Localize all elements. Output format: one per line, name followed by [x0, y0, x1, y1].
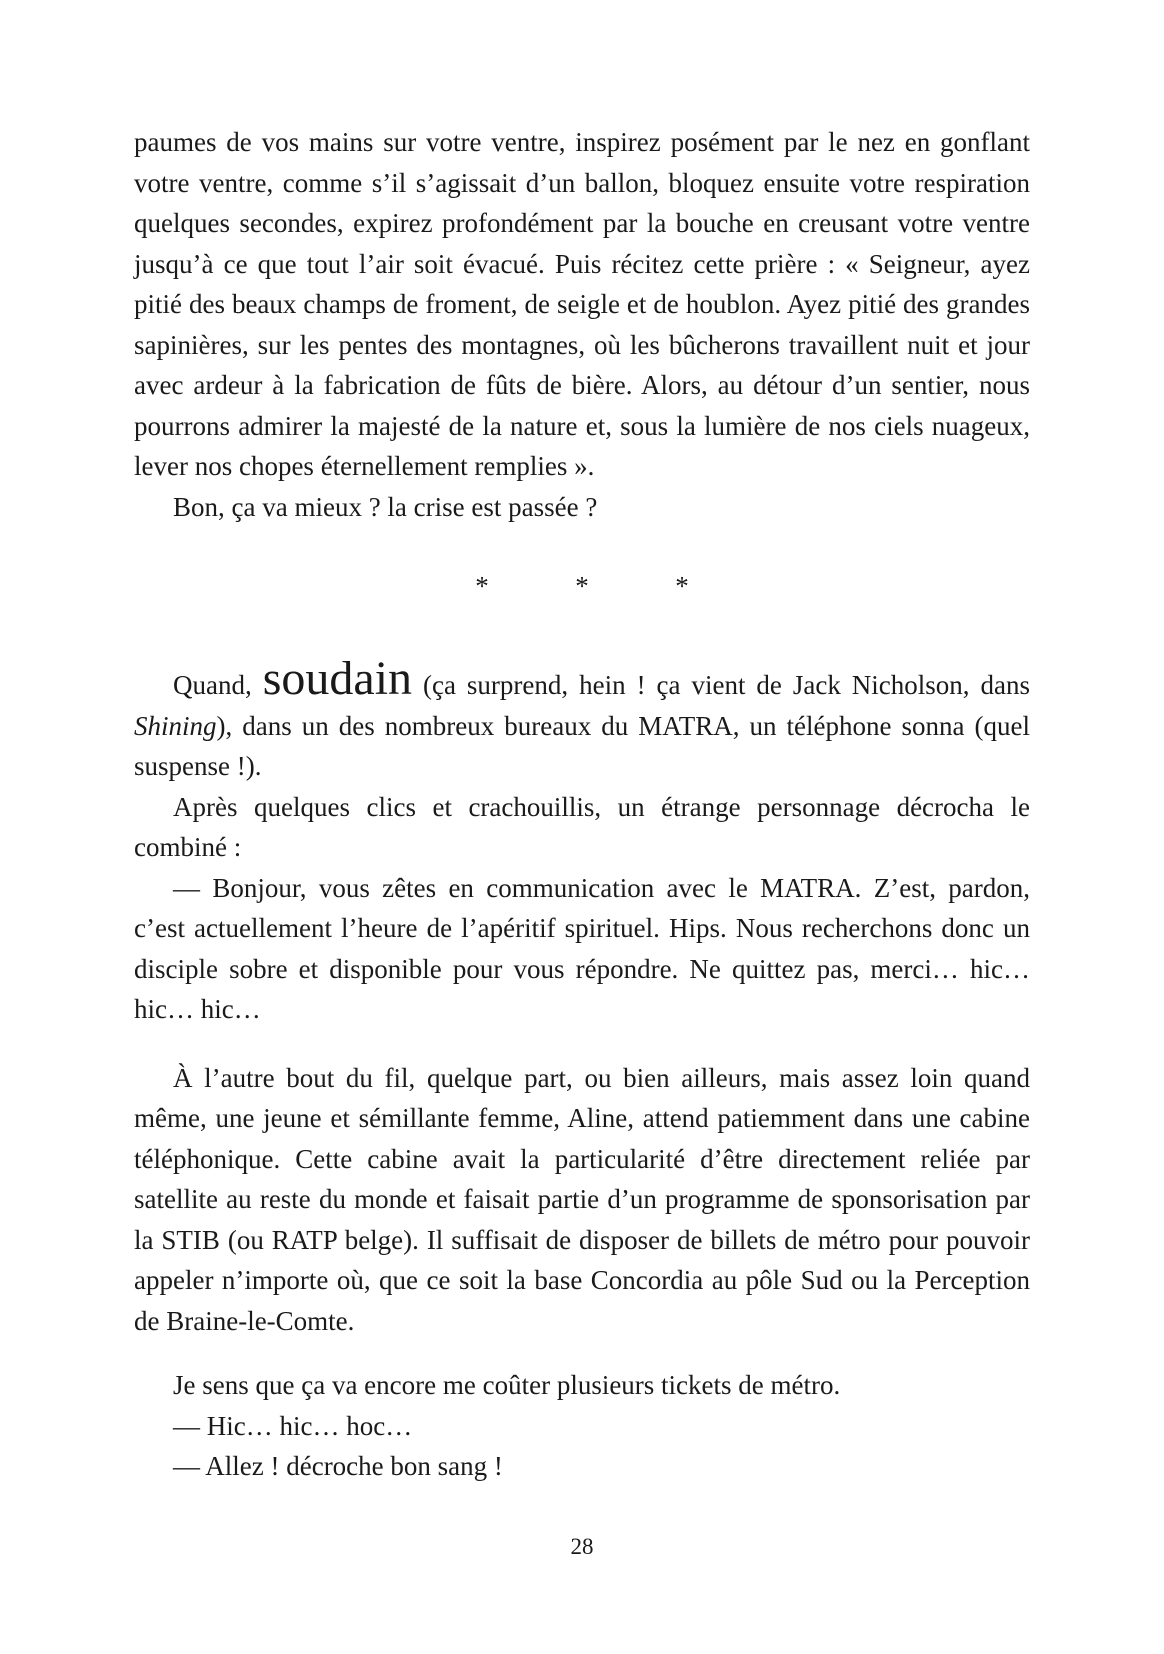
text-parenthetical: (ça surprend, hein ! ça vient de Jack Nicholson, dans [412, 670, 1030, 700]
page-number: 28 [570, 1534, 594, 1559]
film-title-italic: Shining [134, 710, 217, 741]
dialogue-pick-up: — Allez ! décroche bon sang ! [173, 1451, 503, 1481]
section-separator [134, 566, 1030, 606]
separator-star: * [675, 571, 689, 601]
text-office-phone: ), dans un des nombreux bureaux du MATRA, un téléphone sonna (quel suspense !). [134, 710, 1030, 781]
paragraph-phone-rang [134, 652, 1030, 787]
dialogue-hic-hoc: — Hic… hic… hoc… [173, 1410, 413, 1441]
page-body [134, 122, 1030, 1487]
paragraph-picked-up: Après quelques clics et crachouillis, un étrange personnage décrocha le combiné : [134, 791, 1030, 862]
dialogue-matra-greeting: — Bonjour, vous zêtes en communication avec le MATRA. Z’est, pardon, c’est actuellement l’heure de l’apéritif spirituel. Hips. Nous recherchons donc un disciple sobre et disponible pour vous répondre. Ne quittez pas, merci… hic… hic… hic… [134, 872, 1030, 1024]
paragraph-aline-phone-booth: À l’autre bout du fil, quelque part, ou bien ailleurs, mais assez loin quand même, une jeune et sémillante femme, Aline, attend patiemment dans une cabine téléphonique. Cette cabine avait la particularité d’être directement reliée par satellite au reste du monde et faisait partie d’un programme de sponsorisation par la STIB (ou RATP belge). Il suffisait de disposer de billets de métro pour pouvoir appeler n’importe où, que ce soit la base Concordia au pôle Sud ou la Perception de Braine-le-Comte. [134, 1062, 1030, 1336]
text-quand: Quand, [173, 670, 263, 700]
separator-star: * [575, 571, 589, 601]
paragraph-breathing-prayer: paumes de vos mains sur votre ventre, inspirez posément par le nez en gonflant votre ventre, comme s’il s’agissait d’un ballon, bloquez ensuite votre respiration quelques secondes, expirez profondément par la bouche en creusant votre ventre jusqu’à ce que tout l’air soit évacué. Puis récitez cette prière : « Seigneur, ayez pitié des beaux champs de froment, de seigle et de houblon. Ayez pitié des grandes sapinières, sur les pentes des montagnes, où les bûcherons travaillent nuit et jour avec ardeur à la fabrication de fûts de bière. Alors, au détour d’un sentier, nous pourrons admirer la majesté de la nature et, sous la lumière de nos ciels nuageux, lever nos chopes éternellement remplies ». [134, 127, 1030, 481]
paragraph-metro-tickets: Je sens que ça va encore me coûter plusieurs tickets de métro. [173, 1370, 841, 1400]
large-word-soudain: soudain [262, 652, 413, 705]
paragraph-crisis-passed: Bon, ça va mieux ? la crise est passée ? [173, 491, 598, 522]
separator-star: * [475, 571, 489, 601]
